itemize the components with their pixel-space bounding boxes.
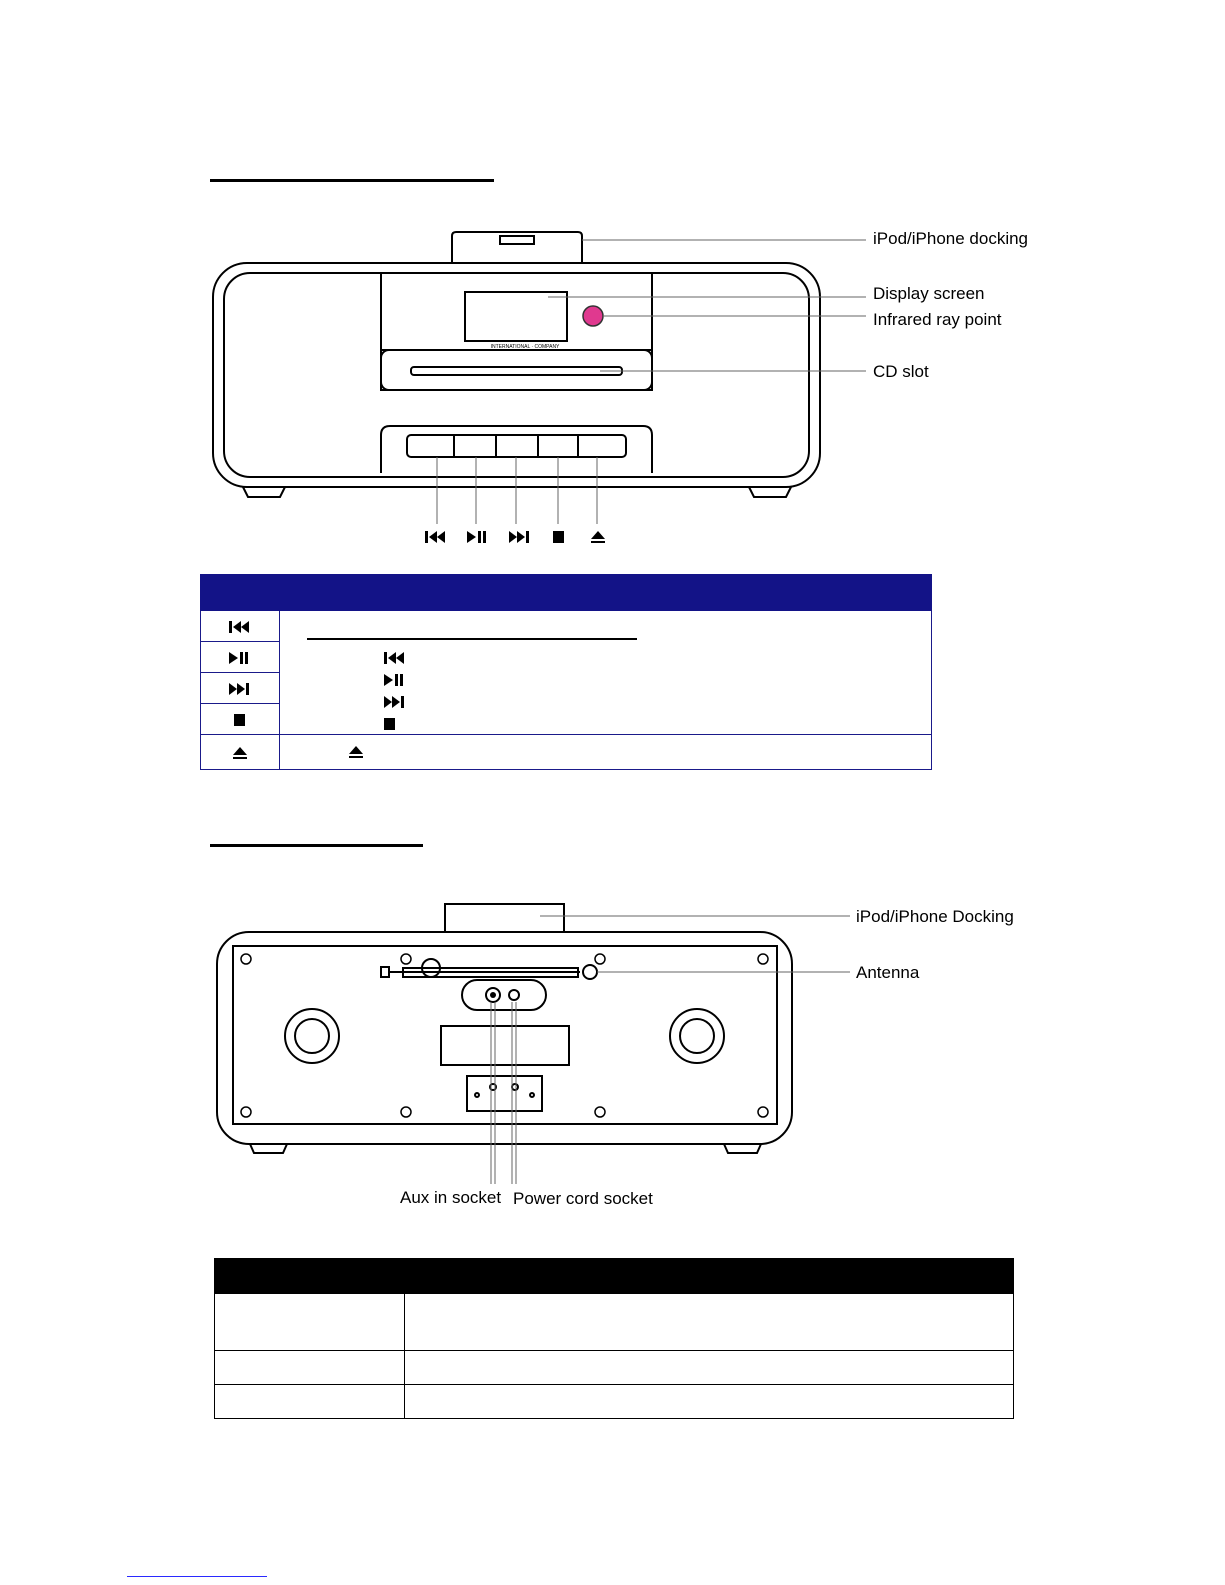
table-row-description-cell <box>405 1294 1014 1351</box>
callout-cd-slot: CD slot <box>873 362 929 381</box>
callout-aux-in: Aux in socket <box>400 1188 502 1207</box>
table-row-label-cell <box>215 1385 405 1419</box>
callout-power-cord: Power cord socket <box>513 1189 653 1208</box>
callout-docking: iPod/iPhone docking <box>873 229 1029 248</box>
callout-display-screen: Display screen <box>873 284 985 303</box>
table-row-description-cell <box>405 1385 1014 1419</box>
table-row-description-cell <box>405 1351 1014 1385</box>
callout-infrared: Infrared ray point <box>873 310 1002 329</box>
callout-rear-docking: iPod/iPhone Docking <box>856 907 1014 926</box>
rear-connections-table <box>214 1258 1014 1419</box>
svg-text:INTERNATIONAL · COMPANY: INTERNATIONAL · COMPANY <box>490 344 560 350</box>
table-row-label-cell <box>215 1351 405 1385</box>
callout-antenna: Antenna <box>856 963 920 982</box>
rear-table-header <box>215 1259 1014 1294</box>
footer-link-underline[interactable] <box>127 1576 267 1577</box>
table-row-label-cell <box>215 1294 405 1351</box>
